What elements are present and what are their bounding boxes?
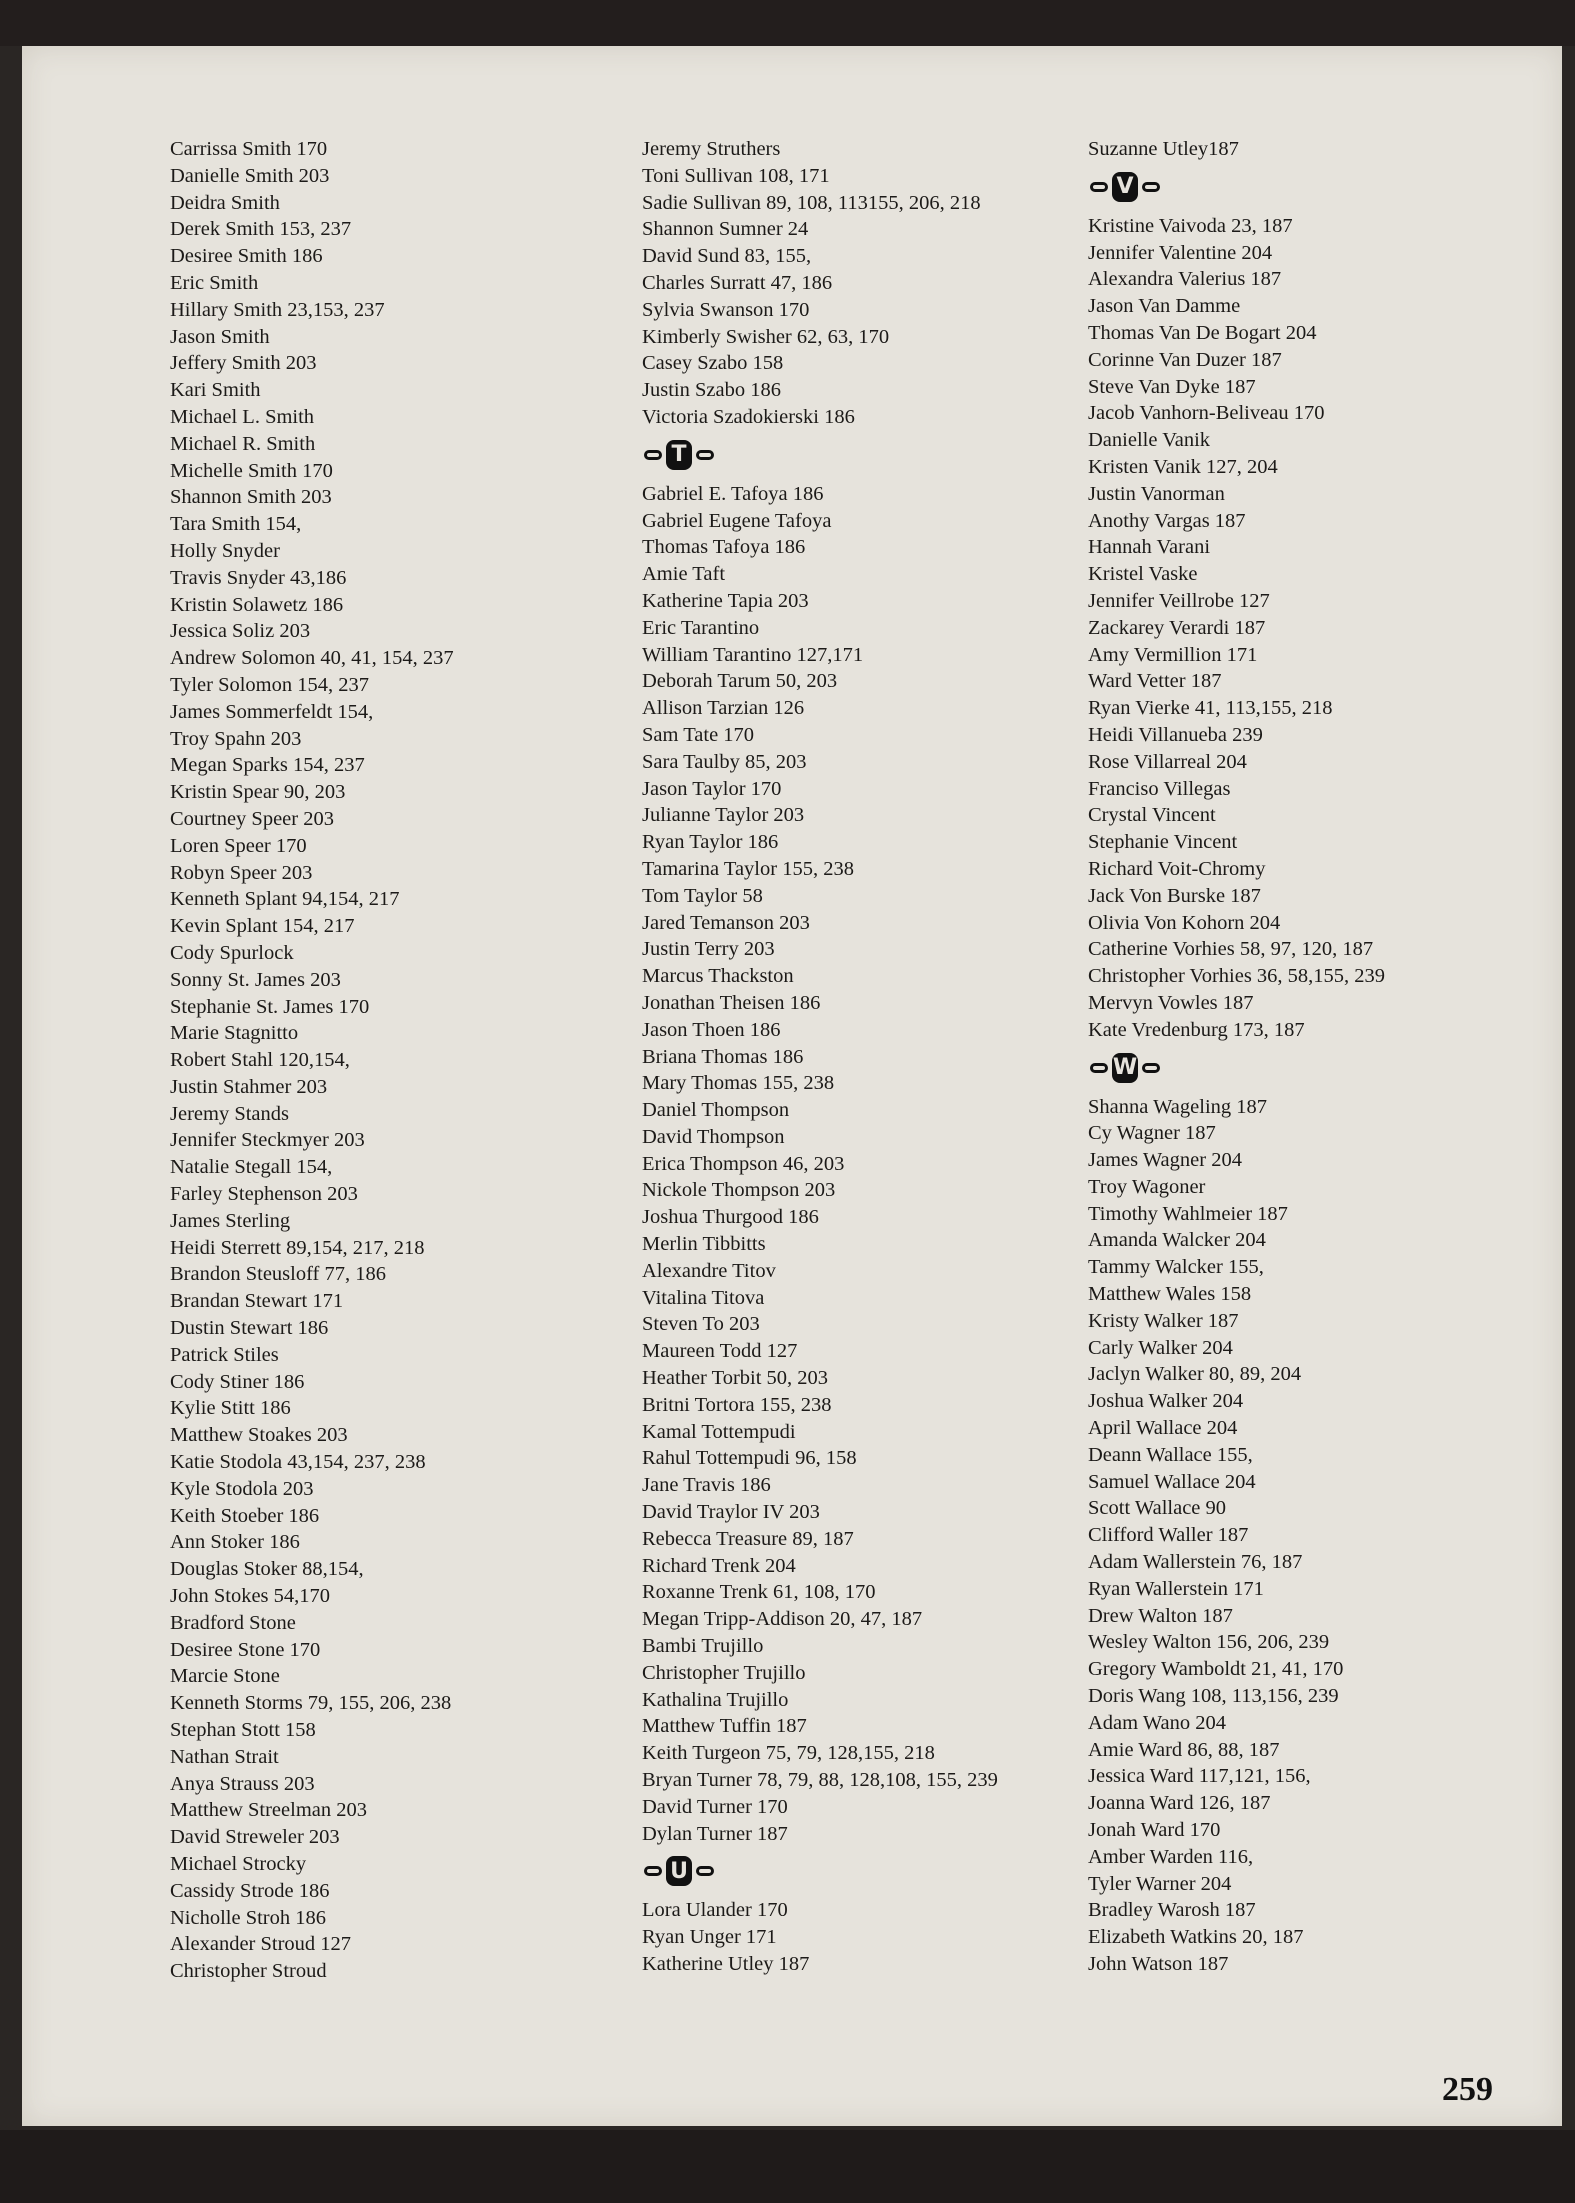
index-entry: Sonny St. James 203 [170, 968, 341, 991]
index-entry: James Wagner 204 [1088, 1149, 1242, 1172]
index-entry: Mervyn Vowles 187 [1088, 991, 1254, 1014]
index-entry: Eric Smith [170, 271, 259, 294]
index-entry: Roxanne Trenk 61, 108, 170 [642, 1581, 876, 1604]
index-entry: Amie Taft [642, 563, 726, 586]
index-entry: Alexandre Titov [642, 1259, 776, 1282]
index-entry: John Watson 187 [1088, 1953, 1229, 1975]
index-entry: Crystal Vincent [1088, 804, 1216, 827]
index-entry: Merlin Tibbitts [642, 1233, 766, 1256]
index-entry: Kylie Stitt 186 [170, 1397, 291, 1420]
index-entry: Amber Warden 116, [1088, 1845, 1254, 1868]
index-entry: Drew Walton 187 [1088, 1604, 1233, 1627]
index-entry: Matthew Streelman 203 [170, 1799, 367, 1822]
index-entry: Sam Tate 170 [642, 723, 755, 746]
index-entry: Wesley Walton 156, 206, 239 [1088, 1631, 1330, 1654]
index-entry: Tom Taylor 58 [642, 884, 763, 907]
index-entry: Thomas Van De Bogart 204 [1088, 321, 1317, 344]
index-entry: John Stokes 54,170 [170, 1585, 331, 1608]
letter-section-header [1090, 1048, 1385, 1088]
index-entry: Richard Voit-Chromy [1088, 857, 1266, 880]
index-entry: Elizabeth Watkins 20, 187 [1088, 1926, 1304, 1949]
index-entry: Tammy Walcker 155, [1088, 1256, 1264, 1279]
index-entry: Heidi Sterrett 89,154, 217, 218 [170, 1236, 425, 1259]
index-entry: Justin Szabo 186 [642, 379, 781, 402]
index-entry: Gabriel E. Tafoya 186 [642, 482, 824, 505]
index-entry: Anya Strauss 203 [170, 1772, 315, 1795]
section-letter: T [666, 440, 692, 470]
index-entry: Carrissa Smith 170 [170, 138, 328, 160]
index-entry: Anothy Vargas 187 [1088, 509, 1246, 532]
index-entry: James Sommerfeldt 154, [170, 700, 374, 723]
index-entry: Christopher Trujillo [642, 1661, 806, 1684]
index-entry: Deann Wallace 155, [1088, 1443, 1253, 1466]
index-entry: Ryan Unger 171 [642, 1926, 777, 1949]
index-entry: Thomas Tafoya 186 [642, 536, 806, 559]
index-entry: Jonah Ward 170 [1088, 1819, 1221, 1842]
oval-ornament-icon [1090, 182, 1108, 192]
index-entry: Britni Tortora 155, 238 [642, 1393, 832, 1416]
index-entry: Steve Van Dyke 187 [1088, 375, 1256, 398]
index-entry: Christopher Vorhies 36, 58,155, 239 [1088, 965, 1386, 988]
index-entry: Kristel Vaske [1088, 563, 1198, 586]
index-entry: Daniel Thompson [642, 1099, 790, 1122]
index-entry: Ann Stoker 186 [170, 1531, 300, 1554]
index-entry: Desiree Smith 186 [170, 245, 323, 268]
index-entry: Stephan Stott 158 [170, 1719, 316, 1742]
index-entry: Allison Tarzian 126 [642, 697, 805, 720]
index-entry: Briana Thomas 186 [642, 1045, 804, 1068]
index-entry: Bryan Turner 78, 79, 88, 128,108, 155, 239 [642, 1769, 998, 1792]
index-entry: Jaclyn Walker 80, 89, 204 [1088, 1363, 1302, 1386]
index-entry: Michael Strocky [170, 1853, 307, 1875]
index-entry: Brandan Stewart 171 [170, 1290, 344, 1313]
index-entry: Kimberly Swisher 62, 63, 170 [642, 325, 890, 348]
index-entry: Kristine Vaivoda 23, 187 [1088, 214, 1293, 237]
index-entry: Danielle Vanik [1088, 429, 1211, 452]
oval-ornament-icon [696, 1866, 714, 1876]
index-entry: Joshua Thurgood 186 [642, 1206, 819, 1229]
index-entry: Maureen Todd 127 [642, 1340, 798, 1363]
index-entry: Justin Stahmer 203 [170, 1075, 328, 1098]
index-entry: Deborah Tarum 50, 203 [642, 670, 838, 693]
yearbook-index-page [22, 46, 1562, 2126]
index-entry: Kenneth Splant 94,154, 217 [170, 888, 400, 911]
index-entry: Ward Vetter 187 [1088, 670, 1222, 693]
index-entry: Jeffery Smith 203 [170, 352, 317, 375]
index-entry: Michelle Smith 170 [170, 459, 333, 482]
index-entry: Jeremy Struthers [642, 138, 781, 160]
index-entry: Samuel Wallace 204 [1088, 1470, 1256, 1493]
index-entry: Kristy Walker 187 [1088, 1309, 1239, 1332]
index-entry: Megan Sparks 154, 237 [170, 754, 365, 777]
index-entry: Justin Vanorman [1088, 482, 1225, 505]
index-entry: Shannon Smith 203 [170, 486, 332, 509]
index-entry: Jack Von Burske 187 [1088, 884, 1261, 907]
index-entry: Deidra Smith [170, 191, 280, 214]
index-entry: Jennifer Valentine 204 [1088, 241, 1273, 264]
index-entry: Douglas Stoker 88,154, [170, 1558, 364, 1581]
index-entry: Kari Smith [170, 379, 261, 402]
oval-ornament-icon [1142, 182, 1160, 192]
index-entry: Cody Spurlock [170, 941, 294, 964]
oval-ornament-icon [1090, 1063, 1108, 1073]
index-entry: Holly Snyder [170, 539, 280, 562]
index-entry: Heidi Villanueba 239 [1088, 723, 1263, 746]
index-entry: Casey Szabo 158 [642, 352, 784, 375]
index-entry: Nickole Thompson 203 [642, 1179, 836, 1202]
index-entry: Matthew Stoakes 203 [170, 1424, 348, 1447]
index-entry: Desiree Stone 170 [170, 1638, 321, 1661]
index-entry: Jessica Ward 117,121, 156, [1088, 1765, 1311, 1788]
index-column-3 [1088, 136, 1385, 1978]
index-entry: Catherine Vorhies 58, 97, 120, 187 [1088, 938, 1374, 961]
index-entry: Scott Wallace 90 [1088, 1497, 1227, 1520]
index-entry: Franciso Villegas [1088, 777, 1231, 800]
index-entry: David Sund 83, 155, [642, 245, 812, 268]
index-entry: Shannon Sumner 24 [642, 218, 809, 241]
index-entry: Ryan Wallerstein 171 [1088, 1577, 1264, 1600]
index-entry: Brandon Steusloff 77, 186 [170, 1263, 387, 1286]
index-entry: Ryan Vierke 41, 113,155, 218 [1088, 697, 1333, 720]
index-entry: Kamal Tottempudi [642, 1420, 796, 1443]
index-entry: Mary Thomas 155, 238 [642, 1072, 835, 1095]
section-letter: V [1112, 172, 1138, 202]
index-entry: Troy Wagoner [1088, 1175, 1206, 1198]
section-letter: W [1112, 1053, 1138, 1083]
index-entry: Jennifer Steckmyer 203 [170, 1129, 365, 1152]
index-entry: Vitalina Titova [642, 1286, 765, 1309]
index-entry: Kristin Solawetz 186 [170, 593, 344, 616]
index-entry: Andrew Solomon 40, 41, 154, 237 [170, 647, 454, 670]
index-entry: James Sterling [170, 1209, 291, 1232]
index-entry: Hillary Smith 23,153, 237 [170, 298, 385, 321]
index-entry: Hannah Varani [1088, 536, 1211, 559]
index-entry: David Streweler 203 [170, 1826, 340, 1849]
index-entry: Gregory Wamboldt 21, 41, 170 [1088, 1658, 1344, 1681]
index-entry: Carly Walker 204 [1088, 1336, 1233, 1359]
index-entry: Tyler Warner 204 [1088, 1872, 1232, 1895]
index-entry: Marcie Stone [170, 1665, 280, 1688]
index-entry: Richard Trenk 204 [642, 1554, 796, 1577]
index-entry: Amanda Walcker 204 [1088, 1229, 1266, 1252]
index-entry: Steven To 203 [642, 1313, 760, 1336]
index-entry: Cody Stiner 186 [170, 1370, 305, 1393]
index-entry: Dylan Turner 187 [642, 1822, 788, 1845]
index-entry: Tamarina Taylor 155, 238 [642, 857, 854, 880]
oval-ornament-icon [1142, 1063, 1160, 1073]
index-entry: Erica Thompson 46, 203 [642, 1152, 845, 1175]
index-entry: Sylvia Swanson 170 [642, 298, 810, 321]
index-entry: Tyler Solomon 154, 237 [170, 673, 370, 696]
index-entry: Kenneth Storms 79, 155, 206, 238 [170, 1692, 452, 1715]
index-entry: David Traylor IV 203 [642, 1501, 820, 1524]
oval-ornament-icon [644, 1866, 662, 1876]
index-entry: Marie Stagnitto [170, 1022, 299, 1045]
index-column-1 [170, 136, 454, 1985]
index-entry: Travis Snyder 43,186 [170, 566, 347, 589]
index-entry: Amie Ward 86, 88, 187 [1088, 1738, 1280, 1761]
index-entry: Sara Taulby 85, 203 [642, 750, 807, 773]
index-entry: Kathalina Trujillo [642, 1688, 789, 1711]
index-entry: Nathan Strait [170, 1745, 279, 1768]
index-entry: David Turner 170 [642, 1795, 788, 1818]
index-entry: Doris Wang 108, 113,156, 239 [1088, 1685, 1339, 1708]
index-entry: Stephanie St. James 170 [170, 995, 370, 1018]
index-entry: Marcus Thackston [642, 965, 794, 988]
index-entry: Joanna Ward 126, 187 [1088, 1792, 1271, 1815]
index-entry: Megan Tripp-Addison 20, 47, 187 [642, 1608, 923, 1631]
index-entry: Michael R. Smith [170, 432, 316, 455]
index-entry: Zackarey Verardi 187 [1088, 616, 1266, 639]
index-entry: Sadie Sullivan 89, 108, 113155, 206, 218 [642, 191, 981, 214]
index-entry: Heather Torbit 50, 203 [642, 1367, 829, 1390]
index-entry: Loren Speer 170 [170, 834, 307, 857]
index-entry: William Tarantino 127,171 [642, 643, 864, 666]
oval-ornament-icon [696, 450, 714, 460]
index-entry: Kristen Vanik 127, 204 [1088, 455, 1278, 478]
index-entry: Bradford Stone [170, 1611, 296, 1634]
index-entry: Stephanie Vincent [1088, 831, 1238, 854]
index-entry: Keith Turgeon 75, 79, 128,155, 218 [642, 1742, 935, 1765]
index-entry: Adam Wano 204 [1088, 1711, 1227, 1734]
index-entry: Katherine Tapia 203 [642, 589, 809, 612]
index-entry: Eric Tarantino [642, 616, 760, 639]
index-entry: Christopher Stroud [170, 1960, 327, 1983]
index-entry: Cy Wagner 187 [1088, 1122, 1216, 1145]
oval-ornament-icon [644, 450, 662, 460]
letter-section-header [644, 435, 998, 475]
index-entry: Victoria Szadokierski 186 [642, 405, 855, 428]
index-entry: Jane Travis 186 [642, 1474, 771, 1497]
index-entry: Katie Stodola 43,154, 237, 238 [170, 1451, 426, 1474]
index-entry: Joshua Walker 204 [1088, 1390, 1244, 1413]
index-entry: Cassidy Strode 186 [170, 1879, 330, 1902]
index-entry: Natalie Stegall 154, [170, 1156, 333, 1179]
index-entry: Dustin Stewart 186 [170, 1317, 329, 1340]
index-entry: Julianne Taylor 203 [642, 804, 805, 827]
index-entry: Suzanne Utley187 [1088, 138, 1239, 160]
index-entry: April Wallace 204 [1088, 1417, 1238, 1440]
index-entry: David Thompson [642, 1125, 785, 1148]
index-entry: Michael L. Smith [170, 405, 315, 428]
index-entry: Matthew Tuffin 187 [642, 1715, 807, 1738]
index-entry: Timothy Wahlmeier 187 [1088, 1202, 1288, 1225]
index-entry: Tara Smith 154, [170, 513, 302, 536]
index-entry: Robyn Speer 203 [170, 861, 313, 884]
index-entry: Jason Taylor 170 [642, 777, 782, 800]
index-entry: Matthew Wales 158 [1088, 1283, 1252, 1306]
index-entry: Derek Smith 153, 237 [170, 218, 352, 241]
index-entry: Kevin Splant 154, 217 [170, 915, 355, 938]
page-number: 259 [1442, 2071, 1493, 2108]
index-entry: Ryan Taylor 186 [642, 831, 779, 854]
index-entry: Danielle Smith 203 [170, 164, 330, 187]
index-entry: Shanna Wageling 187 [1088, 1095, 1268, 1118]
index-entry: Katherine Utley 187 [642, 1953, 810, 1975]
index-entry: Farley Stephenson 203 [170, 1183, 358, 1206]
index-entry: Alexander Stroud 127 [170, 1933, 352, 1956]
index-entry: Keith Stoeber 186 [170, 1504, 320, 1527]
bottom-dark-edge [0, 2130, 1575, 2203]
index-entry: Amy Vermillion 171 [1088, 643, 1258, 666]
index-entry: Troy Spahn 203 [170, 727, 302, 750]
index-entry: Gabriel Eugene Tafoya [642, 509, 832, 532]
top-dark-edge [0, 0, 1575, 46]
index-entry: Jared Temanson 203 [642, 911, 810, 934]
index-entry: Jason Smith [170, 325, 270, 348]
section-letter: U [666, 1856, 692, 1886]
index-entry: Jacob Vanhorn-Beliveau 170 [1088, 402, 1325, 425]
index-entry: Charles Surratt 47, 186 [642, 271, 833, 294]
index-entry: Adam Wallerstein 76, 187 [1088, 1551, 1303, 1574]
index-entry: Jason Van Damme [1088, 295, 1241, 318]
index-entry: Jason Thoen 186 [642, 1018, 781, 1041]
index-entry: Clifford Waller 187 [1088, 1524, 1249, 1547]
index-entry: Kristin Spear 90, 203 [170, 781, 346, 804]
letter-section-header [1090, 167, 1385, 207]
index-column-2 [642, 136, 998, 1978]
index-entry: Olivia Von Kohorn 204 [1088, 911, 1281, 934]
index-entry: Lora Ulander 170 [642, 1899, 788, 1922]
index-entry: Corinne Van Duzer 187 [1088, 348, 1282, 371]
index-entry: Toni Sullivan 108, 171 [642, 164, 830, 187]
index-entry: Jeremy Stands [170, 1102, 289, 1125]
index-entry: Courtney Speer 203 [170, 807, 334, 830]
index-entry: Alexandra Valerius 187 [1088, 268, 1282, 291]
index-entry: Patrick Stiles [170, 1343, 279, 1366]
index-entry: Robert Stahl 120,154, [170, 1049, 350, 1072]
index-entry: Nicholle Stroh 186 [170, 1906, 327, 1929]
index-entry: Jennifer Veillrobe 127 [1088, 589, 1270, 612]
index-entry: Bambi Trujillo [642, 1635, 764, 1658]
index-entry: Kate Vredenburg 173, 187 [1088, 1018, 1305, 1041]
index-entry: Kyle Stodola 203 [170, 1477, 314, 1500]
index-entry: Justin Terry 203 [642, 938, 775, 961]
index-entry: Rebecca Treasure 89, 187 [642, 1527, 854, 1550]
index-entry: Rose Villarreal 204 [1088, 750, 1247, 773]
letter-section-header [644, 1851, 998, 1891]
index-entry: Rahul Tottempudi 96, 158 [642, 1447, 857, 1470]
index-entry: Jonathan Theisen 186 [642, 991, 821, 1014]
index-entry: Bradley Warosh 187 [1088, 1899, 1256, 1922]
index-entry: Jessica Soliz 203 [170, 620, 311, 643]
